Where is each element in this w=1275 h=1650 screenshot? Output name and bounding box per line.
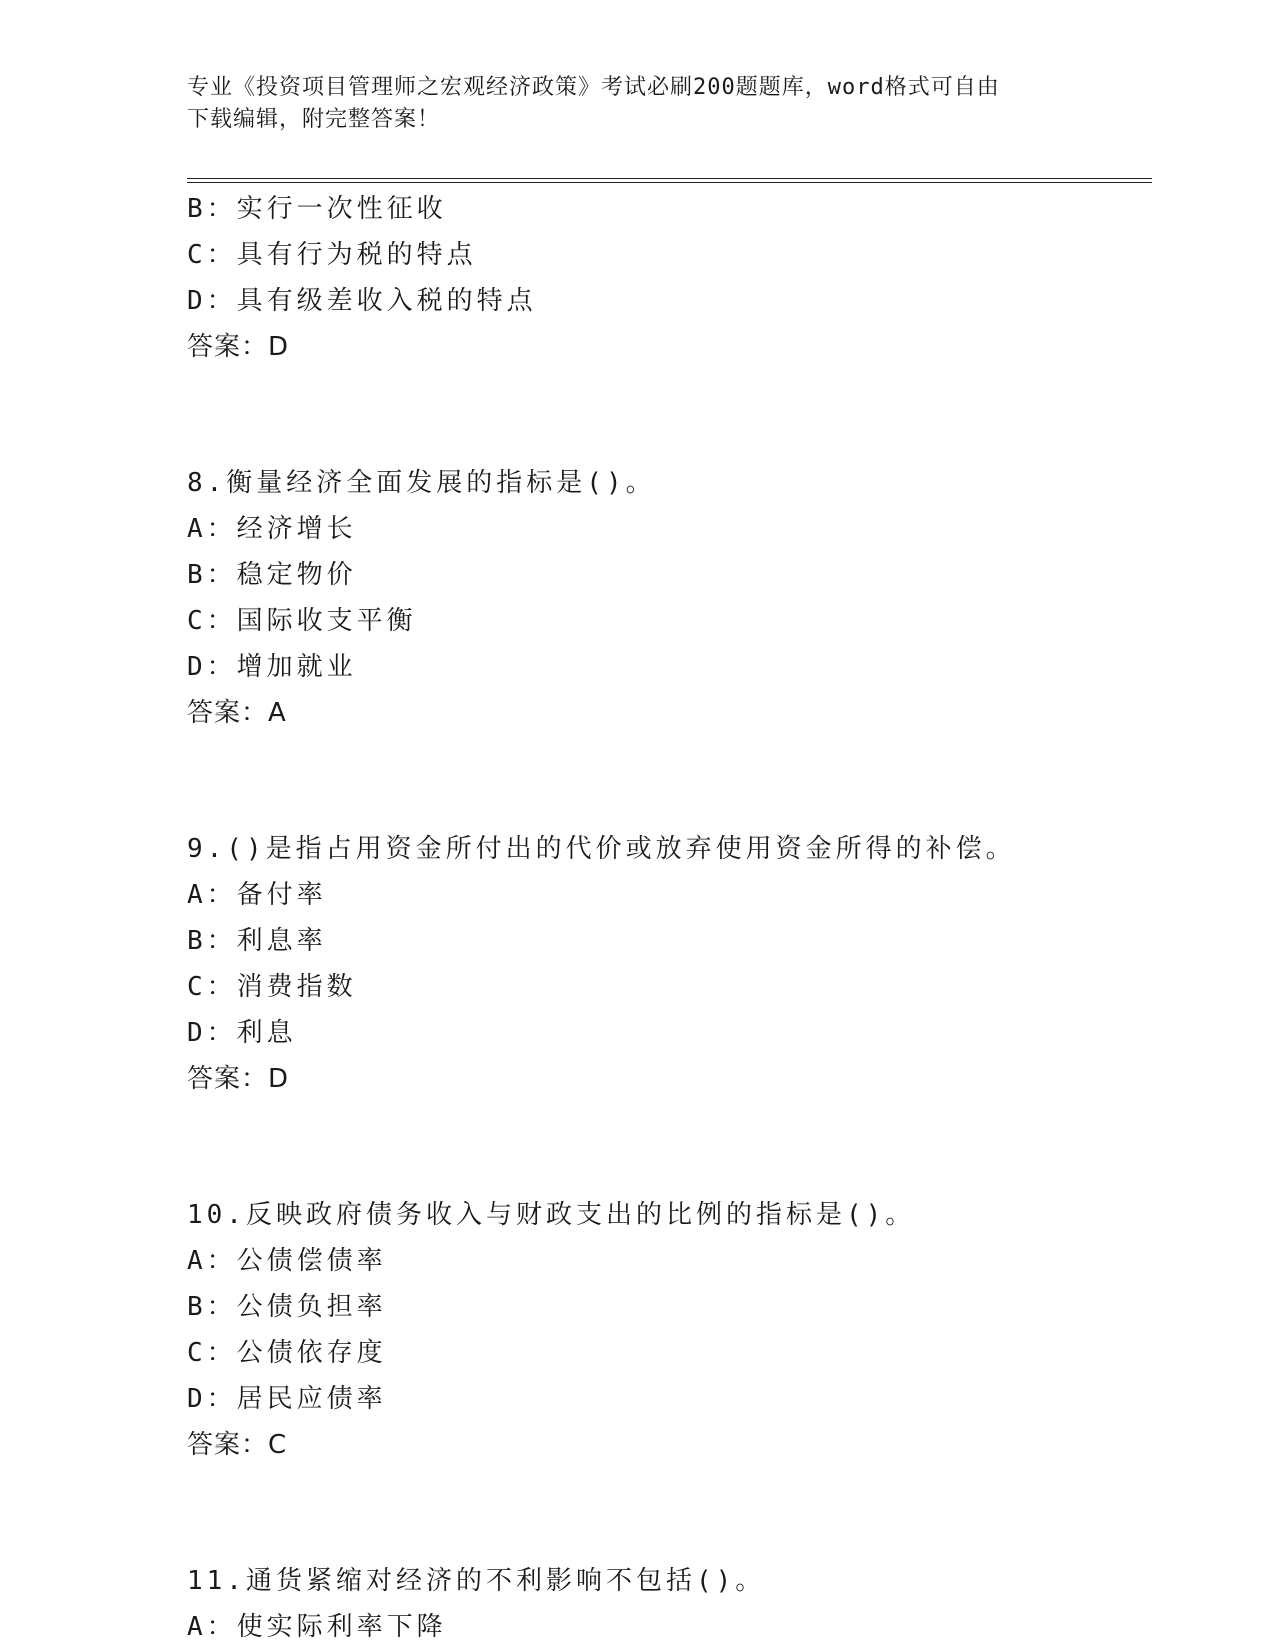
option-d: D：利息 — [187, 1018, 297, 1048]
option-b: B：实行一次性征收 — [187, 194, 447, 224]
option-d: D：具有级差收入税的特点 — [187, 286, 537, 316]
option-a: A：公债偿债率 — [187, 1246, 387, 1276]
option-a: A：经济增长 — [187, 514, 357, 544]
header-line-2: 下载编辑，附完整答案！ — [187, 107, 441, 132]
option-c: C：国际收支平衡 — [187, 606, 417, 636]
question-item — [187, 460, 1167, 736]
option-c: C：具有行为税的特点 — [187, 240, 477, 270]
option-d: D：居民应债率 — [187, 1384, 387, 1414]
answer-line: 答案：D — [187, 1064, 290, 1094]
question-stem: 9.()是指占用资金所付出的代价或放弃使用资金所得的补偿。 — [187, 834, 1016, 864]
option-d: D：增加就业 — [187, 652, 357, 682]
question-stem: 11.通货紧缩对经济的不利影响不包括()。 — [187, 1566, 766, 1596]
option-c: C：消费指数 — [187, 972, 357, 1002]
answer-line: 答案：C — [187, 1430, 288, 1460]
question-stem: 8.衡量经济全面发展的指标是()。 — [187, 468, 656, 498]
answer-line: 答案：A — [187, 698, 287, 728]
option-b: B：利息率 — [187, 926, 327, 956]
spacer — [187, 736, 1167, 826]
answer-line: 答案：D — [187, 332, 290, 362]
header-divider-bottom — [187, 182, 1152, 183]
spacer — [187, 370, 1167, 460]
header-line-1: 专业《投资项目管理师之宏观经济政策》考试必刷200题题库，word格式可自由 — [187, 75, 1000, 100]
question-item — [187, 1558, 1167, 1650]
option-a: A：使实际利率下降 — [187, 1612, 447, 1642]
question-item — [187, 1192, 1167, 1468]
option-b: B：稳定物价 — [187, 560, 357, 590]
option-c: C：公债依存度 — [187, 1338, 387, 1368]
question-item — [187, 826, 1167, 1102]
option-b: B：公债负担率 — [187, 1292, 387, 1322]
spacer — [187, 1102, 1167, 1192]
question-stem: 10.反映政府债务收入与财政支出的比例的指标是()。 — [187, 1200, 916, 1230]
header-divider-top — [187, 178, 1152, 179]
question-list — [187, 186, 1167, 1650]
document-header — [187, 72, 1087, 136]
spacer — [187, 1468, 1167, 1558]
option-a: A：备付率 — [187, 880, 327, 910]
question-fragment — [187, 186, 1167, 370]
